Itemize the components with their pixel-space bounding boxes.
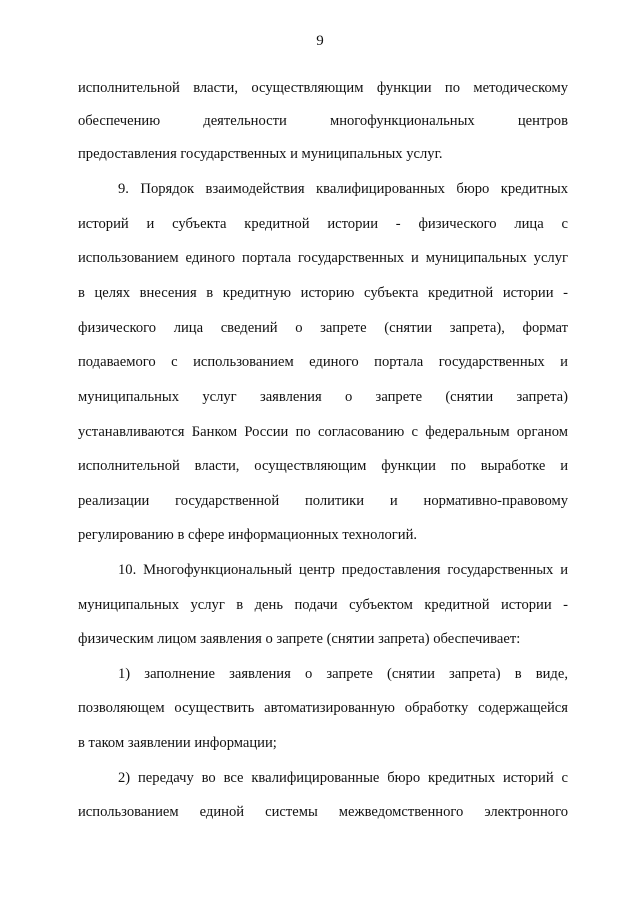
text-line: 1) заполнение заявления о запрете (снятии запрета) в виде, xyxy=(118,666,568,682)
text-line: в таком заявлении информации; xyxy=(78,735,277,751)
text-line: устанавливаются Банком России по согласованию с федеральным органом xyxy=(78,424,568,440)
text-line: регулированию в сфере информационных технологий. xyxy=(78,527,418,543)
text-line: 2) передачу во все квалифицированные бюро кредитных историй с xyxy=(118,770,568,786)
text-line: муниципальных услуг заявления о запрете (снятии запрета) xyxy=(78,389,568,405)
text-line: 9. Порядок взаимодействия квалифицированных бюро кредитных xyxy=(118,181,568,197)
text-line: физическим лицом заявления о запрете (снятии запрета) обеспечивает: xyxy=(78,631,521,647)
text-line: исполнительной власти, осуществляющим функции по выработке и xyxy=(78,458,568,474)
text-line: в целях внесения в кредитную историю субъекта кредитной истории - xyxy=(78,285,568,301)
text-line: предоставления государственных и муниципальных услуг. xyxy=(78,146,443,162)
text-line: позволяющем осуществить автоматизированную обработку содержащейся xyxy=(78,700,568,716)
text-line: использованием единого портала государственных и муниципальных услуг xyxy=(78,250,568,266)
text-line: использованием единой системы межведомственного электронного xyxy=(78,804,568,820)
text-line: историй и субъекта кредитной истории - физического лица с xyxy=(78,216,568,232)
text-line: обеспечению деятельности многофункциональных центров xyxy=(78,113,568,129)
text-line: реализации государственной политики и нормативно-правовому xyxy=(78,493,568,509)
text-line: подаваемого с использованием единого портала государственных и xyxy=(78,354,568,370)
text-line: 10. Многофункциональный центр предоставления государственных и xyxy=(118,562,568,578)
text-line: муниципальных услуг в день подачи субъектом кредитной истории - xyxy=(78,597,568,613)
page-number: 9 xyxy=(316,33,324,49)
text-line: физического лица сведений о запрете (снятии запрета), формат xyxy=(78,320,568,336)
text-line: исполнительной власти, осуществляющим функции по методическому xyxy=(78,80,568,96)
